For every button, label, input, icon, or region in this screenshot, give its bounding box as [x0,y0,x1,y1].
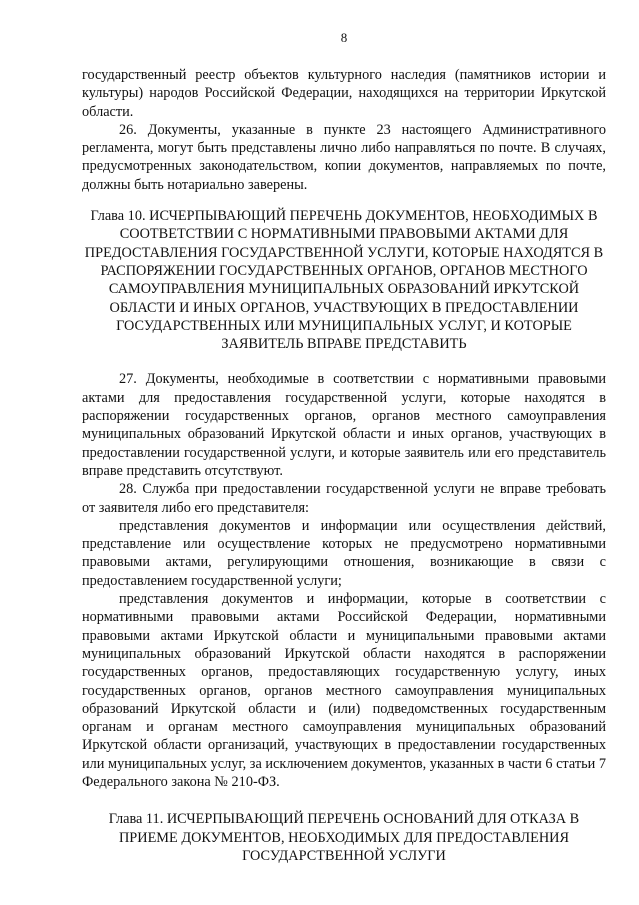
paragraph-27: 27. Документы, необходимые в соответствии с нормативными правовыми актами для предоставления государственной услуги, которые находятся в распоряжении государственных органов, органов местного самоуправления муниципальных образований Иркутской области и иных органов, участвующих в предоставлении государственной услуги, и которые заявитель или его представитель вправе представить отсутствуют. [82,371,606,479]
paragraph-28: 28. Служба при предоставлении государственной услуги не вправе требовать от заявителя либо его представителя: [82,481,606,516]
paragraph-28-item-2: представления документов и информации, которые в соответствии с нормативными правовыми актами Российской Федерации, нормативными правовыми актами Иркутской области и муниципальными правовыми актами муниципальных образований Иркутской области находятся в распоряжении государственных органов, предоставляющих государственную услугу, иных государственных органов, органов местного самоуправления муниципальных образований Иркутской области и (или) подведомственных государственным органам и органам местного самоуправления муниципальных образований Иркутской области организаций, участвующих в предоставлении государственных или муниципальных услуг, за исключением документов, указанных в части 6 статьи 7 Федерального закона № 210-ФЗ. [82,591,606,790]
paragraph-continuation: государственный реестр объектов культурного наследия (памятников истории и культуры) народов Российской Федерации, находящихся на территории Иркутской области. [82,67,606,120]
chapter-10-heading: Глава 10. ИСЧЕРПЫВАЮЩИЙ ПЕРЕЧЕНЬ ДОКУМЕНТОВ, НЕОБХОДИМЫХ В СООТВЕТСТВИИ С НОРМАТИВНЫМИ ПРАВОВЫМИ АКТАМИ ДЛЯ ПРЕДОСТАВЛЕНИЯ ГОСУДАРСТВЕННОЙ УСЛУГИ, КОТОРЫЕ НАХОДЯТСЯ В РАСПОРЯЖЕНИИ ГОСУДАРСТВЕННЫХ ОРГАНОВ, ОРГАНОВ МЕСТНОГО САМОУПРАВЛЕНИЯ МУНИЦИПАЛЬНЫХ ОБРАЗОВАНИЙ ИРКУТСКОЙ ОБЛАСТИ И ИНЫХ ОРГАНОВ, УЧАСТВУЮЩИХ В ПРЕДОСТАВЛЕНИИ ГОСУДАРСТВЕННЫХ ИЛИ МУНИЦИПАЛЬНЫХ УСЛУГ, И КОТОРЫЕ ЗАЯВИТЕЛЬ ВПРАВЕ ПРЕДСТАВИТЬ [84,208,604,353]
paragraph-28-item-1: представления документов и информации или осуществления действий, представление или осуществление которых не предусмотрено нормативными правовыми актами, регулирующими отношения, возникающие в связи с предоставлением государственной услуги; [82,517,606,589]
document-page [82,30,606,865]
paragraph-26: 26. Документы, указанные в пункте 23 настоящего Административного регламента, могут быть представлены лично либо направляться по почте. В случаях, предусмотренных законодательством, копии документов, направляемых по почте, должны быть нотариально заверены. [82,121,606,193]
page-number: 8 [340,30,348,45]
chapter-11-heading: Глава 11. ИСЧЕРПЫВАЮЩИЙ ПЕРЕЧЕНЬ ОСНОВАНИЙ ДЛЯ ОТКАЗА В ПРИЕМЕ ДОКУМЕНТОВ, НЕОБХОДИМЫХ ДЛЯ ПРЕДОСТАВЛЕНИЯ ГОСУДАРСТВЕННОЙ УСЛУГИ [108,811,580,864]
